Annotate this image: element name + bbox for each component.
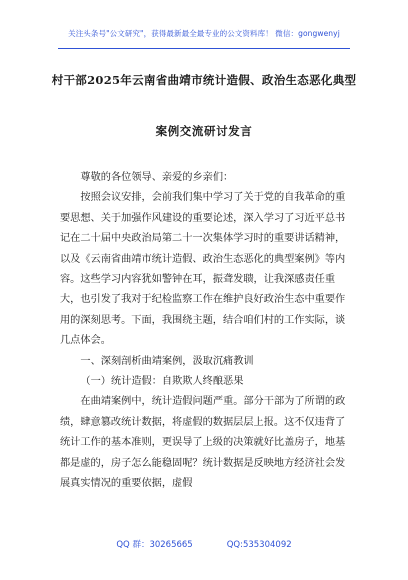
document-title: 村干部2025年云南省曲靖市统计造假、政治生态恶化典型 [51, 73, 357, 87]
salutation: 尊敬的各位领导、亲爱的乡亲们： [80, 172, 234, 183]
qq-contact-label: QQ:535304092 [226, 540, 292, 550]
subsection-heading: （一）统计造假：自欺欺人终酿恶果 [80, 376, 244, 388]
footer-contact [0, 538, 408, 550]
section-heading: 一、深刻剖析曲靖案例，汲取沉痛教训 [80, 355, 254, 367]
promo-banner: 关注头条号"公文研究"，获得最新最全最专业的公文资料库！ 微信：gongwenyj [68, 29, 340, 38]
document-subtitle: 案例交流研讨发言 [155, 124, 253, 138]
paragraph-body: 在曲靖案例中，统计造假问题严重。部分干部为了所谓的政绩，肆意篡改统计数据，将虚假的数据层层上报。这不仅违背了统计工作的基本准则，更误导了上级的决策就好比盖房子，地基都是虚的，房子怎么能稳固呢？统计数据是反映地方经济社会发展真实情况的重要依据，虚假 [60, 396, 346, 490]
document-body [60, 168, 350, 495]
header-divider [58, 48, 350, 49]
qq-group-label: QQ 群：30265665 [116, 540, 193, 550]
paragraph-intro: 按照会议安排，会前我们集中学习了关于党的自我革命的重要思想、关于加强作风建设的重要论述，深入学习了习近平总书记在二十届中央政治局第二十一次集体学习时的重要讲话精神，以及《云南省曲靖市统计造假、政治生态恶化的典型案例》等内容。这些学习内容犹如警钟在耳，振聋发聩，让我深感责任重大，也引发了我对于纪检监察工作在维护良好政治生态中重要作用的深刻思考。下面，我围绕主题，结合咱们村的工作实际，谈几点体会。 [60, 192, 346, 347]
